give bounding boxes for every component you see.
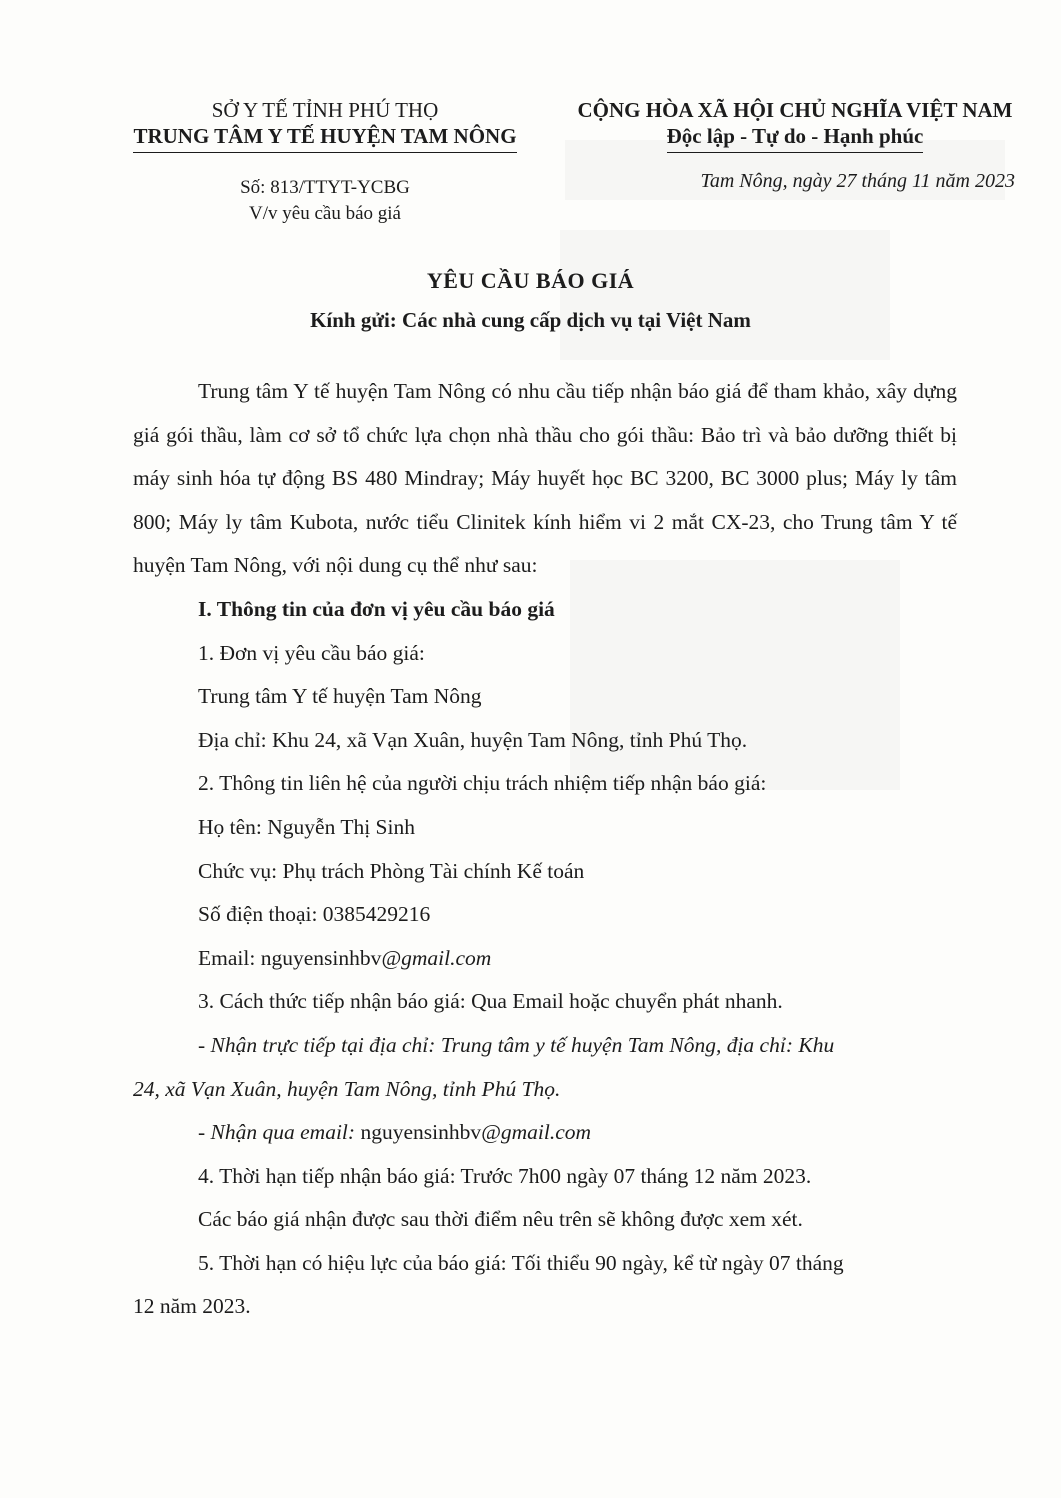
- department-name: SỞ Y TẾ TỈNH PHÚ THỌ: [211, 98, 439, 122]
- document-body: [133, 370, 957, 1329]
- direct-receipt-line2: 24, xã Vạn Xuân, huyện Tam Nông, tỉnh Phú Thọ.: [133, 1076, 561, 1101]
- national-motto: Độc lập - Tự do - Hạnh phúc: [667, 123, 924, 153]
- item-2-label: 2. Thông tin liên hệ của người chịu trách nhiệm tiếp nhận báo giá:: [198, 771, 767, 796]
- late-note: Các báo giá nhận được sau thời điểm nêu trên sẽ không được xem xét.: [198, 1207, 803, 1232]
- document-title: YÊU CẦU BÁO GIÁ: [426, 268, 635, 293]
- contact-phone: Số điện thoại: 0385429216: [198, 902, 431, 927]
- email-receipt-domain: @gmail.com: [481, 1120, 592, 1145]
- country-name: CỘNG HÒA XÃ HỘI CHỦ NGHĨA VIỆT NAM: [577, 98, 1013, 122]
- contact-email: [133, 937, 957, 981]
- section-heading: I. Thông tin của đơn vị yêu cầu báo giá: [198, 596, 555, 621]
- email-receipt: [133, 1111, 957, 1155]
- item-3: 3. Cách thức tiếp nhận báo giá: Qua Email hoặc chuyển phát nhanh.: [198, 989, 783, 1014]
- direct-receipt-line1: - Nhận trực tiếp tại địa chỉ: Trung tâm y tế huyện Tam Nông, địa chỉ: Khu: [198, 1032, 835, 1057]
- contact-email-text: Email: nguyensinhbv: [198, 945, 382, 970]
- header-right: [560, 97, 1030, 153]
- contact-position: Chức vụ: Phụ trách Phòng Tài chính Kế toán: [198, 858, 585, 883]
- recipient-line: Kính gửi: Các nhà cung cấp dịch vụ tại Việt Nam: [310, 308, 751, 332]
- item-4: 4. Thời hạn tiếp nhận báo giá: Trước 7h00 ngày 07 tháng 12 năm 2023.: [198, 1163, 812, 1188]
- intro-paragraph: Trung tâm Y tế huyện Tam Nông có nhu cầu tiếp nhận báo giá để tham khảo, xây dựng giá gói thầu, làm cơ sở tổ chức lựa chọn nhà thầu cho gói thầu: Bảo trì và bảo dưỡng thiết bị máy sinh hóa tự động BS 480 Mindray; Máy huyết học BC 3200, BC 3000 plus; Máy ly tâm 800; Máy ly tâm Kubota, nước tiểu Clinitek kính hiểm vi 2 mắt CX-23, cho Trung tâm Y tế huyện Tam Nông, với nội dung cụ thể như sau:: [133, 379, 957, 578]
- item-5-line1: 5. Thời hạn có hiệu lực của báo giá: Tối thiểu 90 ngày, kể từ ngày 07 tháng: [198, 1250, 844, 1275]
- document-subject: V/v yêu cầu báo giá: [249, 203, 401, 224]
- item-5-line2: 12 năm 2023.: [133, 1294, 251, 1319]
- header-left: [100, 97, 550, 153]
- organization-name: TRUNG TÂM Y TẾ HUYỆN TAM NÔNG: [133, 123, 516, 153]
- unit-address: Địa chỉ: Khu 24, xã Vạn Xuân, huyện Tam Nông, tỉnh Phú Thọ.: [198, 727, 748, 752]
- reference-block: [100, 175, 550, 227]
- email-receipt-label: - Nhận qua email:: [198, 1120, 356, 1145]
- contact-name: Họ tên: Nguyễn Thị Sinh: [198, 814, 415, 839]
- item-1-label: 1. Đơn vị yêu cầu báo giá:: [198, 640, 425, 665]
- document-number: Số: 813/TTYT-YCBG: [240, 177, 410, 198]
- unit-name: Trung tâm Y tế huyện Tam Nông: [198, 684, 482, 709]
- place-date: Tam Nông, ngày 27 tháng 11 năm 2023: [700, 170, 1015, 192]
- contact-email-domain: @gmail.com: [381, 945, 492, 970]
- email-receipt-value: nguyensinhbv: [355, 1120, 482, 1145]
